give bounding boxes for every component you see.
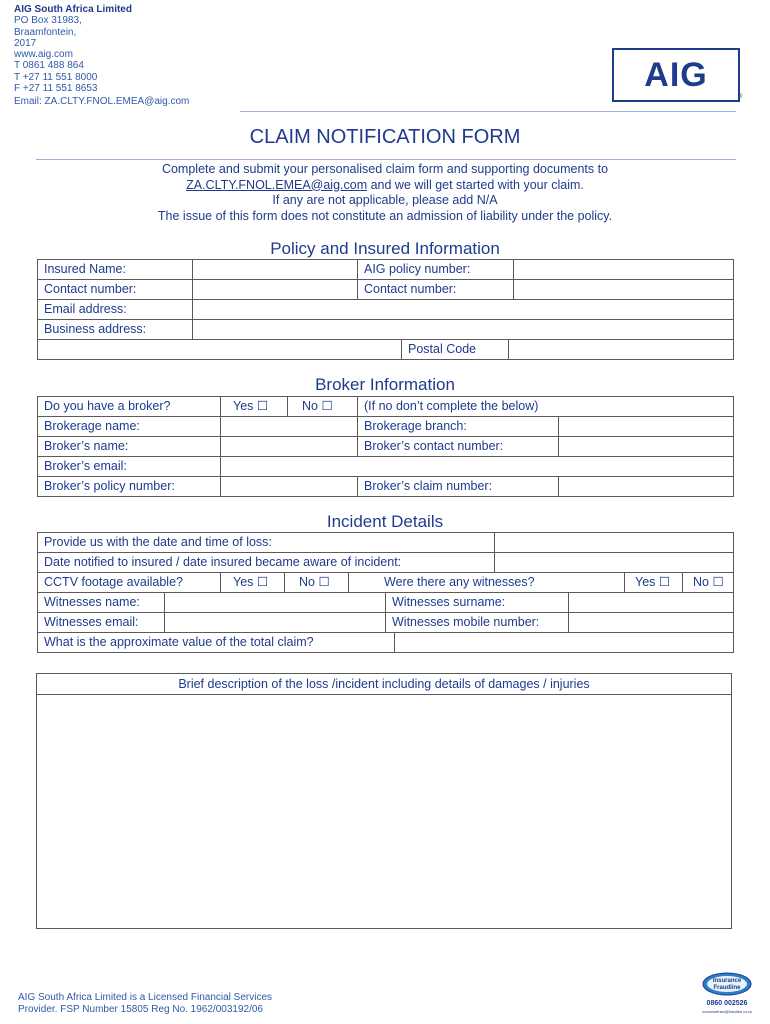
broker-policy-field[interactable]: [221, 477, 358, 497]
date-time-loss-label: Provide us with the date and time of loss:: [38, 533, 495, 553]
witness-surname-label: Witnesses surname:: [386, 593, 569, 613]
policy-table: [37, 259, 734, 340]
insured-name-field[interactable]: [193, 260, 358, 280]
description-box: [36, 673, 732, 929]
email-address-field[interactable]: [193, 300, 734, 320]
broker-table: [37, 396, 734, 497]
logo-text: AIG: [644, 55, 708, 94]
registered-mark: ®: [738, 94, 743, 100]
brokerage-branch-label: Brokerage branch:: [358, 417, 559, 437]
witness-email-field[interactable]: [165, 613, 386, 633]
witness-email-label: Witnesses email:: [38, 613, 165, 633]
witnesses-question-label: Were there any witnesses?: [349, 573, 625, 593]
insurance-fraudline-badge: [700, 970, 754, 1018]
aig-logo: [612, 48, 743, 102]
postal-spacer: [38, 340, 402, 360]
broker-claim-field[interactable]: [559, 477, 734, 497]
fraudline-email: insurancefraud@fraudline.co.za: [702, 1010, 752, 1014]
cctv-no-checkbox[interactable]: No ☐: [285, 573, 349, 593]
business-address-field[interactable]: [193, 320, 734, 340]
broker-email-label: Broker’s email:: [38, 457, 221, 477]
broker-contact-label: Broker’s contact number:: [358, 437, 559, 457]
brokerage-name-field[interactable]: [221, 417, 358, 437]
witness-name-field[interactable]: [165, 593, 386, 613]
broker-contact-field[interactable]: [559, 437, 734, 457]
company-details: [14, 4, 189, 108]
page-title: CLAIM NOTIFICATION FORM: [249, 126, 521, 148]
address-line: Braamfontein,: [14, 26, 77, 38]
incident-table-top: [37, 532, 734, 573]
broker-section-heading: Broker Information: [315, 375, 455, 394]
footer-line: AIG South Africa Limited is a Licensed Financial Services: [18, 992, 273, 1003]
witness-mobile-field[interactable]: [569, 613, 734, 633]
policy-number-field[interactable]: [514, 260, 734, 280]
fraudline-word-2: Fraudline: [713, 985, 741, 991]
postal-code-table: [37, 339, 734, 360]
broker-note: (If no don’t complete the below): [358, 397, 734, 417]
contact-number-field[interactable]: [193, 280, 358, 300]
witness-surname-field[interactable]: [569, 593, 734, 613]
fraudline-word-1: Insurance: [712, 978, 742, 984]
description-heading: Brief description of the loss /incident including details of damages / injuries: [37, 674, 731, 695]
broker-name-label: Broker’s name:: [38, 437, 221, 457]
postal-code-field[interactable]: [509, 340, 734, 360]
company-name: AIG South Africa Limited: [14, 4, 132, 15]
date-notified-label: Date notified to insured / date insured became aware of incident:: [38, 553, 495, 573]
fraudline-logo-icon: [700, 970, 754, 1018]
footer-text: [18, 992, 272, 1016]
fax-number: F +27 11 551 8653: [14, 83, 98, 95]
email-contact: Email: ZA.CLTY.FNOL.EMEA@aig.com: [14, 96, 190, 108]
witnesses-yes-checkbox[interactable]: Yes ☐: [625, 573, 683, 593]
description-field[interactable]: [37, 695, 731, 929]
fraudline-phone: 0860 002526: [706, 1000, 748, 1007]
intro-line: The issue of this form does not constitute an admission of liability under the policy.: [157, 208, 613, 223]
broker-no-checkbox[interactable]: No ☐: [288, 397, 358, 417]
have-broker-label: Do you have a broker?: [38, 397, 221, 417]
broker-policy-label: Broker’s policy number:: [38, 477, 221, 497]
address-line: 2017: [14, 37, 37, 49]
title-divider: [36, 159, 736, 160]
incident-table-witness: [37, 592, 734, 633]
broker-yes-checkbox[interactable]: Yes ☐: [221, 397, 288, 417]
intro-line: Complete and submit your personalised claim form and supporting documents to: [161, 162, 609, 176]
cctv-yes-checkbox[interactable]: Yes ☐: [221, 573, 285, 593]
broker-name-field[interactable]: [221, 437, 358, 457]
incident-table-value: [37, 632, 734, 653]
business-address-label: Business address:: [38, 320, 193, 340]
broker-claim-label: Broker’s claim number:: [358, 477, 559, 497]
witnesses-no-checkbox[interactable]: No ☐: [683, 573, 734, 593]
claim-value-label: What is the approximate value of the total claim?: [38, 633, 395, 653]
contact-number-2-label: Contact number:: [358, 280, 514, 300]
witness-mobile-label: Witnesses mobile number:: [386, 613, 569, 633]
intro-line: [0, 178, 770, 194]
footer-line: Provider. FSP Number 15805 Reg No. 1962/003192/06: [18, 1004, 263, 1015]
contact-number-label: Contact number:: [38, 280, 193, 300]
header-divider: [240, 111, 736, 112]
phone-number-2: T +27 11 551 8000: [14, 71, 98, 83]
insured-name-label: Insured Name:: [38, 260, 193, 280]
cctv-label: CCTV footage available?: [38, 573, 221, 593]
claims-email-link[interactable]: ZA.CLTY.FNOL.EMEA@aig.com: [186, 177, 368, 192]
email-address-label: Email address:: [38, 300, 193, 320]
date-time-loss-field[interactable]: [495, 533, 734, 553]
intro-line: If any are not applicable, please add N/A: [272, 193, 498, 207]
brokerage-branch-field[interactable]: [559, 417, 734, 437]
phone-number: T 0861 488 864: [14, 60, 84, 72]
broker-email-field[interactable]: [221, 457, 734, 477]
address-line: PO Box 31983,: [14, 15, 82, 27]
intro-line-rest: and we will get started with your claim.: [367, 177, 584, 192]
policy-number-label: AIG policy number:: [358, 260, 514, 280]
incident-section-heading: Incident Details: [326, 512, 444, 531]
postal-code-label: Postal Code: [402, 340, 509, 360]
witness-name-label: Witnesses name:: [38, 593, 165, 613]
claim-value-field[interactable]: [395, 633, 734, 653]
intro-text: [0, 162, 770, 224]
website-link[interactable]: www.aig.com: [14, 49, 73, 61]
policy-section-heading: Policy and Insured Information: [270, 239, 500, 258]
contact-number-2-field[interactable]: [514, 280, 734, 300]
date-notified-field[interactable]: [495, 553, 734, 573]
incident-table-cctv: [37, 572, 734, 593]
brokerage-name-label: Brokerage name:: [38, 417, 221, 437]
